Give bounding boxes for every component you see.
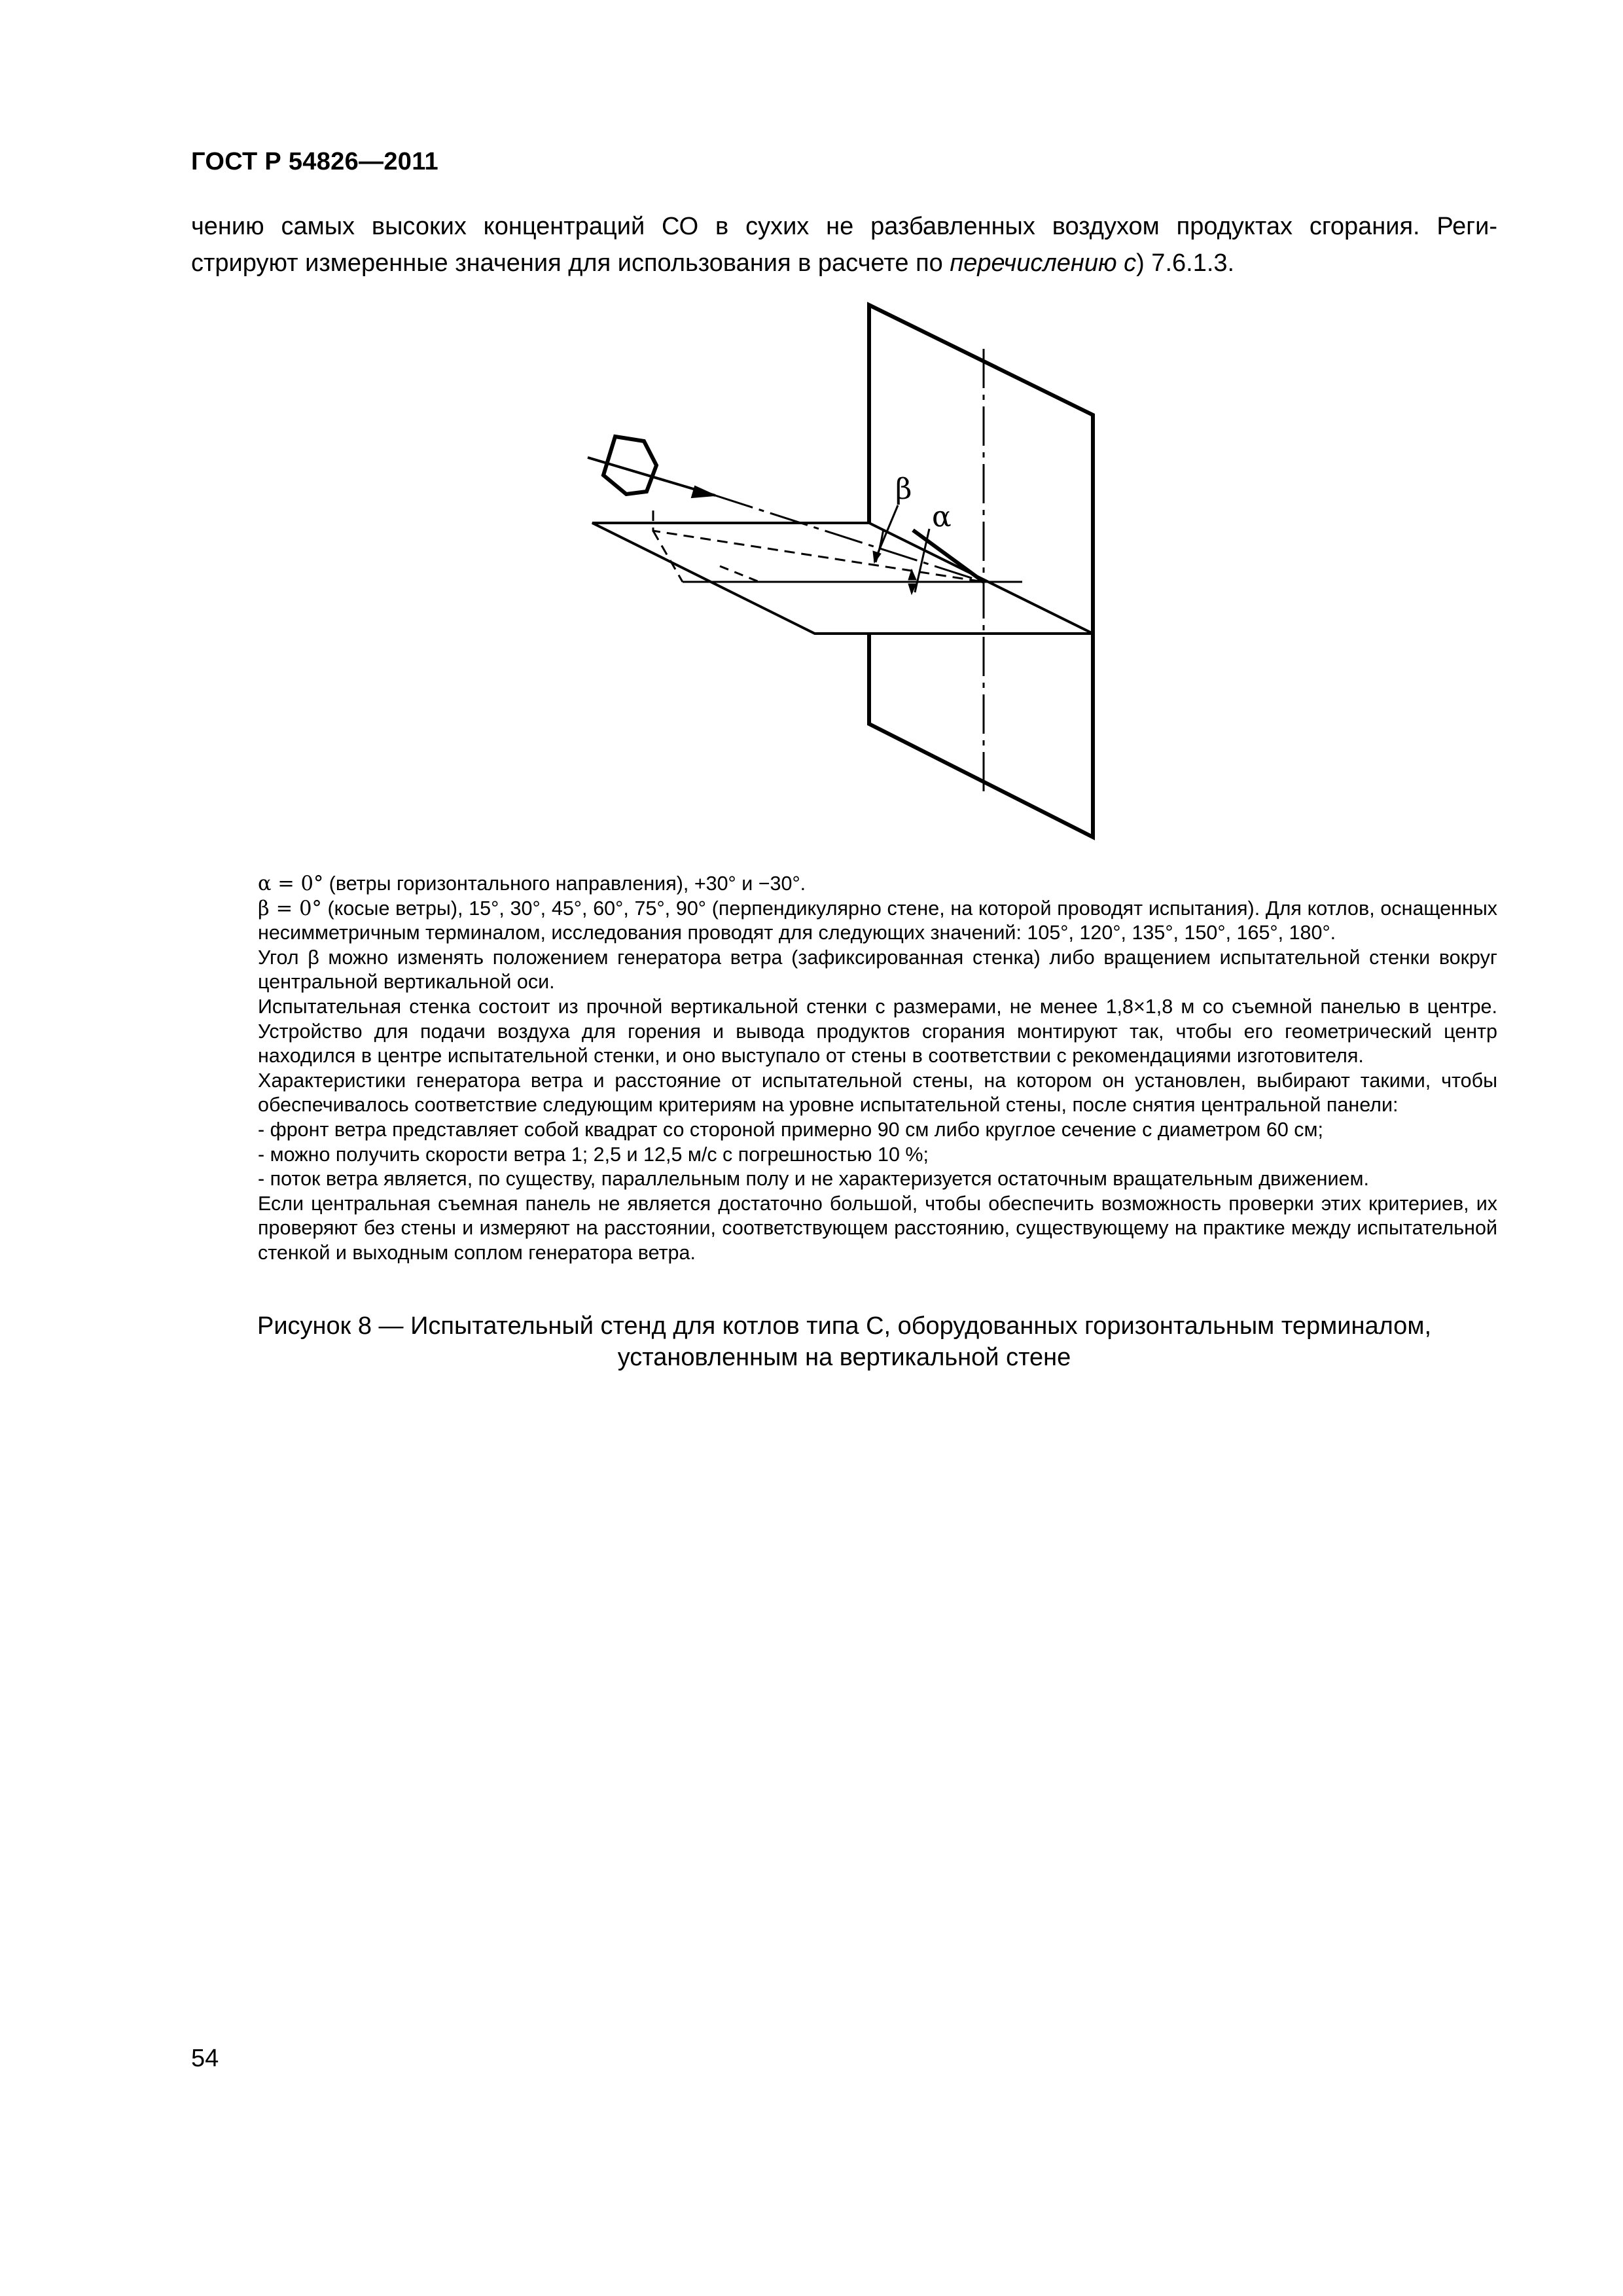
- intro-reference: перечислению с: [950, 249, 1137, 277]
- note-beta: [191, 897, 1497, 946]
- note-wall: Испытательная стенка состоит из прочной вертикальной стенки с размерами, не менее 1,8×1,8 м со съемной панелью в центре. Устройство для подачи воздуха для горения и вывода продуктов сгорания монтируют так, чтобы его геометрический центр находился в центре испытательной стенки, и оно выступало от стены в соответствии с рекомендациями изготовителя.: [258, 995, 1497, 1067]
- intro-text-end: ) 7.6.1.3.: [1136, 249, 1235, 277]
- beta-label: β: [895, 473, 912, 506]
- wind-arrow-head: [692, 486, 715, 497]
- caption-line-2: установленным на вертикальной стене: [617, 1344, 1071, 1371]
- beta-symbol: β = 0°: [258, 897, 322, 920]
- figure-caption: [191, 1310, 1497, 1373]
- document-header: ГОСТ Р 54826—2011: [191, 148, 438, 175]
- note-beta-text: (косые ветры), 15°, 30°, 45°, 60°, 75°, 90° (перпендикулярно стене, на которой проводят испытания). Для котлов, оснащенных несимметричным терминалом, исследования проводят для следующих значений: 105°, 120°, 135°, 150°, 165°, 180°.: [258, 897, 1497, 944]
- test-stand-figure: [0, 0, 1623, 916]
- alpha-symbol: α = 0°: [258, 872, 324, 895]
- note-criteria: Характеристики генератора ветра и расстояние от испытательной стены, на котором он установлен, выбирают такими, чтобы обеспечивалось соответствие следующим критериям на уровне испытательной стены, после снятия центральной панели:: [258, 1069, 1497, 1117]
- intro-text: стрируют измеренные значения для использования в расчете по: [191, 249, 950, 277]
- caption-line-1: Рисунок 8 — Испытательный стенд для котлов типа С, оборудованных горизонтальным терминалом,: [257, 1312, 1431, 1340]
- page-number: 54: [191, 2045, 219, 2072]
- vertical-wall-lower: [869, 634, 1093, 837]
- alpha-label: α: [932, 500, 952, 533]
- note-alpha-text: (ветры горизонтального направления), +30° и −30°.: [323, 872, 806, 895]
- note-bullet-1: - фронт ветра представляет собой квадрат со стороной примерно 90 см либо круглое сечение с диаметром 60 см;: [258, 1118, 1323, 1141]
- figure-notes: [191, 872, 1497, 1266]
- note-final: Если центральная съемная панель не является достаточно большой, чтобы обеспечить возможность проверки этих критериев, их проверяют без стены и измеряют на расстоянии, соответствующем расстоянию, существующему на практике между испытательной стенкой и выходным соплом генератора ветра.: [258, 1192, 1497, 1264]
- note-alpha: [191, 872, 1497, 897]
- intro-line-1: чению самых высоких концентраций СО в сухих не разбавленных воздухом продуктах сгорания. Реги-: [191, 213, 1497, 240]
- note-angle: Угол β можно изменять положением генератора ветра (зафиксированная стенка) либо вращением испытательной стенки вокруг центральной вертикальной оси.: [258, 946, 1497, 994]
- horizontal-plane: [592, 523, 1093, 634]
- note-bullet-2: - можно получить скорости ветра 1; 2,5 и 12,5 м/с с погрешностью 10 %;: [258, 1143, 929, 1166]
- note-bullet-3: - поток ветра является, по существу, параллельным полу и не характеризуется остаточным вращательным движением.: [258, 1168, 1369, 1191]
- vertical-wall-upper: [869, 305, 1093, 634]
- projection-dashed-inner: [720, 566, 759, 582]
